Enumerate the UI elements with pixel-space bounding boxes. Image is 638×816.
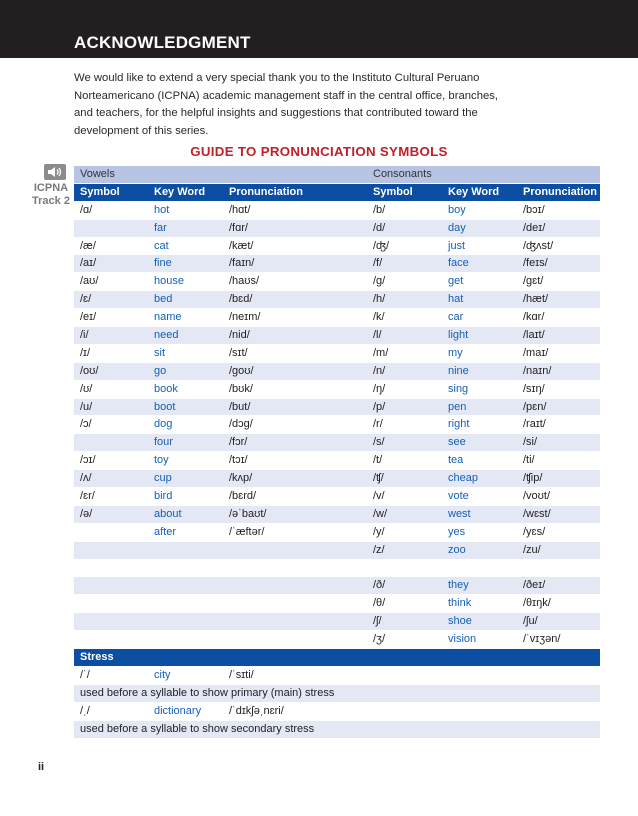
col-header: Symbol xyxy=(373,185,413,198)
table-row xyxy=(74,577,600,595)
consonant-keyword: think xyxy=(448,597,472,610)
stress-header xyxy=(74,649,600,667)
consonant-keyword: hat xyxy=(448,293,464,306)
consonant-keyword: get xyxy=(448,275,464,288)
vowel-symbol: /ə/ xyxy=(80,507,93,520)
vowel-keyword: cat xyxy=(154,239,169,252)
vowel-keyword: book xyxy=(154,382,178,395)
vowel-pronunciation: /əˈbaʊt/ xyxy=(229,507,267,520)
vowel-keyword: hot xyxy=(154,203,170,216)
table-row xyxy=(74,238,600,256)
table-row xyxy=(74,524,600,542)
vowel-pronunciation: /kæt/ xyxy=(229,239,254,252)
note-text: used before a syllable to show primary (main) stress xyxy=(80,686,335,699)
vowel-keyword: go xyxy=(154,364,167,377)
stress-primary-note xyxy=(74,685,600,703)
section-vowels: Vowels xyxy=(80,168,115,180)
consonant-keyword: see xyxy=(448,436,466,449)
consonant-pronunciation: /naɪn/ xyxy=(523,364,552,377)
section-consonants: Consonants xyxy=(373,168,432,180)
vowel-pronunciation: /but/ xyxy=(229,400,251,413)
speaker-icon[interactable] xyxy=(44,164,66,180)
guide-title: GUIDE TO PRONUNCIATION SYMBOLS xyxy=(190,144,448,159)
consonant-keyword: zoo xyxy=(448,543,466,556)
table-row xyxy=(74,291,600,309)
page-number: ii xyxy=(38,761,45,773)
consonant-keyword: day xyxy=(448,221,466,234)
stress-secondary-row xyxy=(74,703,600,721)
stress-symbol: /ˌ/ xyxy=(80,704,90,717)
vowel-keyword: about xyxy=(154,507,182,520)
vowel-pronunciation: /fɑr/ xyxy=(229,221,248,234)
vowel-pronunciation: /sɪt/ xyxy=(229,346,248,359)
table-row xyxy=(74,345,600,363)
table-row xyxy=(74,202,600,220)
table-row xyxy=(74,560,600,578)
vowel-pronunciation: /bʊk/ xyxy=(229,382,253,395)
consonant-pronunciation: /maɪ/ xyxy=(523,346,549,359)
consonant-pronunciation: /raɪt/ xyxy=(523,418,546,431)
consonant-symbol: /r/ xyxy=(373,418,383,431)
consonant-symbol: /n/ xyxy=(373,364,386,377)
vowel-keyword: bird xyxy=(154,490,173,503)
consonant-symbol: /ʃ/ xyxy=(373,615,382,628)
consonant-keyword: face xyxy=(448,257,469,270)
table-row xyxy=(74,416,600,434)
vowel-pronunciation: /kʌp/ xyxy=(229,472,253,485)
vowel-keyword: dog xyxy=(154,418,173,431)
table-row xyxy=(74,327,600,345)
consonant-symbol: /ŋ/ xyxy=(373,382,386,395)
table-row xyxy=(74,434,600,452)
table-row xyxy=(74,273,600,291)
consonant-keyword: my xyxy=(448,346,463,359)
vowel-symbol: /ʌ/ xyxy=(80,472,92,485)
table-row xyxy=(74,506,600,524)
consonant-symbol: /m/ xyxy=(373,346,389,359)
vowel-symbol: /ɪ/ xyxy=(80,346,91,359)
vowel-symbol: /oʊ/ xyxy=(80,364,99,377)
vowel-pronunciation: /goʊ/ xyxy=(229,364,254,377)
vowel-symbol: /ʊ/ xyxy=(80,382,93,395)
vowel-symbol: /i/ xyxy=(80,329,89,342)
consonant-keyword: yes xyxy=(448,525,466,538)
col-header: Pronunciation xyxy=(229,185,303,198)
consonant-pronunciation: /ʧip/ xyxy=(523,472,543,485)
consonant-pronunciation: /hæt/ xyxy=(523,293,549,306)
vowel-pronunciation: /faɪn/ xyxy=(229,257,255,270)
table-row xyxy=(74,220,600,238)
vowel-symbol: /aɪ/ xyxy=(80,257,97,270)
table-row xyxy=(74,595,600,613)
consonant-keyword: pen xyxy=(448,400,467,413)
consonant-keyword: boy xyxy=(448,203,466,216)
consonant-pronunciation: /feɪs/ xyxy=(523,257,548,270)
consonant-keyword: cheap xyxy=(448,472,478,485)
consonant-pronunciation: /laɪt/ xyxy=(523,329,545,342)
consonant-keyword: just xyxy=(448,239,466,252)
vowel-pronunciation: /neɪm/ xyxy=(229,311,261,324)
consonant-symbol: /s/ xyxy=(373,436,385,449)
table-row xyxy=(74,309,600,327)
stress-pronunciation: /ˈsɪti/ xyxy=(229,668,254,681)
table-row xyxy=(74,488,600,506)
consonant-pronunciation: /wɛst/ xyxy=(523,507,551,520)
vowel-keyword: boot xyxy=(154,400,176,413)
vowel-symbol: /ɛ/ xyxy=(80,293,92,306)
consonant-symbol: /g/ xyxy=(373,275,386,288)
audio-label-line1: ICPNA xyxy=(33,182,69,194)
consonant-pronunciation: /voʊt/ xyxy=(523,490,551,503)
consonant-symbol: /v/ xyxy=(373,490,385,503)
vowel-symbol: /eɪ/ xyxy=(80,311,97,324)
vowel-symbol: /ɑ/ xyxy=(80,203,93,216)
vowel-symbol: /u/ xyxy=(80,400,93,413)
consonant-pronunciation: /bɔɪ/ xyxy=(523,203,545,216)
consonant-pronunciation: /zu/ xyxy=(523,543,541,556)
stress-pronunciation: /ˈdɪkʃəˌnɛri/ xyxy=(229,704,284,717)
page-title: ACKNOWLEDGMENT xyxy=(74,33,251,52)
audio-label xyxy=(18,182,74,208)
consonant-symbol: /y/ xyxy=(373,525,385,538)
vowel-symbol: /aʊ/ xyxy=(80,275,99,288)
consonant-symbol: /l/ xyxy=(373,329,382,342)
stress-keyword: dictionary xyxy=(154,704,202,717)
consonant-keyword: nine xyxy=(448,364,469,377)
consonant-symbol: /θ/ xyxy=(373,597,386,610)
consonant-pronunciation: /si/ xyxy=(523,436,538,449)
consonant-symbol: /d/ xyxy=(373,221,386,234)
vowel-keyword: need xyxy=(154,329,179,342)
col-header: Key Word xyxy=(154,185,206,198)
table-row xyxy=(74,255,600,273)
table-row xyxy=(74,381,600,399)
table-row xyxy=(74,613,600,631)
audio-track[interactable] xyxy=(18,164,74,208)
stress-primary-row xyxy=(74,667,600,685)
vowel-pronunciation: /bɛd/ xyxy=(229,293,253,306)
vowel-pronunciation: /hɑt/ xyxy=(229,203,251,216)
col-header: Key Word xyxy=(448,185,500,198)
table-row xyxy=(74,363,600,381)
consonant-keyword: sing xyxy=(448,382,469,395)
consonant-pronunciation: /pɛn/ xyxy=(523,400,547,413)
pronunciation-table xyxy=(74,166,600,739)
consonant-keyword: light xyxy=(448,329,469,342)
header-row xyxy=(74,184,600,202)
consonant-symbol: /w/ xyxy=(373,507,388,520)
consonant-pronunciation: /deɪ/ xyxy=(523,221,546,234)
vowel-pronunciation: /tɔɪ/ xyxy=(229,454,248,467)
consonant-symbol: /b/ xyxy=(373,203,386,216)
col-header: Pronunciation xyxy=(523,185,597,198)
stress-secondary-note xyxy=(74,721,600,739)
stress-symbol: /ˈ/ xyxy=(80,668,90,681)
stress-title: Stress xyxy=(80,651,114,664)
table-row xyxy=(74,452,600,470)
vowel-symbol: /ɔ/ xyxy=(80,418,92,431)
table-row xyxy=(74,470,600,488)
vowel-symbol: /ɔɪ/ xyxy=(80,454,96,467)
consonant-pronunciation: /ʃu/ xyxy=(523,615,538,628)
consonant-pronunciation: /ðeɪ/ xyxy=(523,579,546,592)
stress-keyword: city xyxy=(154,668,171,681)
consonant-keyword: they xyxy=(448,579,469,592)
consonant-symbol: /f/ xyxy=(373,257,383,270)
consonant-keyword: vote xyxy=(448,490,469,503)
section-row xyxy=(74,166,600,184)
vowel-keyword: fine xyxy=(154,257,172,270)
vowel-pronunciation: /bɛrd/ xyxy=(229,490,257,503)
consonant-keyword: shoe xyxy=(448,615,472,628)
consonant-symbol: /t/ xyxy=(373,454,383,467)
table-row xyxy=(74,631,600,649)
vowel-keyword: sit xyxy=(154,346,165,359)
vowel-keyword: after xyxy=(154,525,177,538)
consonant-keyword: car xyxy=(448,311,464,324)
consonant-pronunciation: /kɑr/ xyxy=(523,311,545,324)
vowel-symbol: /æ/ xyxy=(80,239,96,252)
consonant-keyword: tea xyxy=(448,454,464,467)
consonant-symbol: /h/ xyxy=(373,293,386,306)
vowel-pronunciation: /nid/ xyxy=(229,329,250,342)
vowel-symbol: /ɛr/ xyxy=(80,490,95,503)
vowel-pronunciation: /fɔr/ xyxy=(229,436,248,449)
consonant-keyword: vision xyxy=(448,633,477,646)
col-header: Symbol xyxy=(80,185,120,198)
audio-label-line2: Track 2 xyxy=(32,195,70,207)
consonant-symbol: /ð/ xyxy=(373,579,386,592)
consonant-pronunciation: /yɛs/ xyxy=(523,525,546,538)
vowel-keyword: cup xyxy=(154,472,172,485)
consonant-pronunciation: /ʤʌst/ xyxy=(523,239,554,252)
consonant-keyword: west xyxy=(448,507,471,520)
note-text: used before a syllable to show secondary stress xyxy=(80,722,315,735)
consonant-keyword: right xyxy=(448,418,470,431)
acknowledgment-text: We would like to extend a very special thank you to the Instituto Cultural Peruano Norteamericano (ICPNA) academic management staff in the central office, branches, and teachers, for the helpful insights and suggestions that contributed toward the development of this series. xyxy=(74,72,499,137)
consonant-symbol: /k/ xyxy=(373,311,385,324)
consonant-symbol: /ʤ/ xyxy=(373,239,390,252)
vowel-keyword: bed xyxy=(154,293,173,306)
vowel-pronunciation: /ˈæftər/ xyxy=(229,525,265,538)
consonant-symbol: /p/ xyxy=(373,400,386,413)
consonant-symbol: /ʒ/ xyxy=(373,633,386,646)
consonant-pronunciation: /ˈvɪʒən/ xyxy=(523,633,561,646)
vowel-keyword: name xyxy=(154,311,182,324)
vowel-keyword: toy xyxy=(154,454,169,467)
consonant-pronunciation: /θɪŋk/ xyxy=(523,597,551,610)
vowel-pronunciation: /dɔg/ xyxy=(229,418,253,431)
consonant-symbol: /z/ xyxy=(373,543,385,556)
vowel-keyword: house xyxy=(154,275,184,288)
consonant-symbol: /ʧ/ xyxy=(373,472,384,485)
consonant-pronunciation: /ti/ xyxy=(523,454,535,467)
table-row xyxy=(74,399,600,417)
consonant-pronunciation: /gɛt/ xyxy=(523,275,544,288)
consonant-pronunciation: /sɪŋ/ xyxy=(523,382,545,395)
vowel-keyword: far xyxy=(154,221,167,234)
vowel-pronunciation: /haʊs/ xyxy=(229,275,260,288)
vowel-keyword: four xyxy=(154,436,173,449)
table-row xyxy=(74,542,600,560)
